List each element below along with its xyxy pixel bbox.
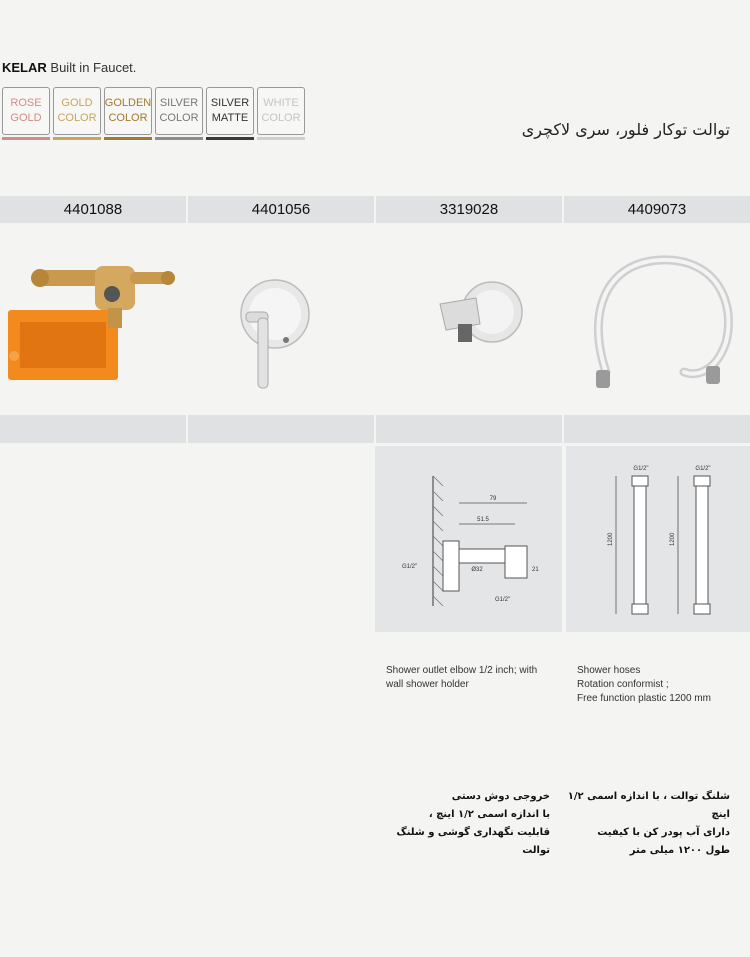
desc-line: wall shower holder [386, 679, 469, 690]
diagram-bg [375, 446, 562, 632]
len-a-label: 1200 [608, 532, 614, 546]
len-b-label: 1200 [670, 532, 676, 546]
plate-screw [283, 337, 289, 343]
product-code: 4401088 [0, 196, 186, 223]
elbow-description-fa [370, 788, 550, 860]
swatch-line1: SILVER [210, 97, 250, 109]
hose-a-nut-bottom [632, 604, 648, 614]
desc-line: با اندازه اسمی ۱/۲ اینچ ، [428, 809, 550, 820]
swatch-line1: WHITE [263, 97, 299, 109]
swatch-line1: SILVER [159, 97, 199, 109]
swatch-golden [104, 87, 152, 135]
dim-inner-label: 51.5 [477, 517, 489, 523]
swatch-line1: GOLD [61, 97, 93, 109]
brand-name: KELAR [2, 60, 47, 75]
desc-line: قابلیت نگهداری گوشی و شلنگ توالت [396, 827, 550, 856]
hose-b-nut-top [694, 476, 710, 486]
desc-line: شلنگ توالت ، با اندازه اسمی ۱/۲ اینچ [567, 791, 730, 820]
elbow-outlet [458, 324, 472, 342]
orange-box-inner [20, 322, 106, 368]
dim-width-label: 79 [489, 496, 497, 502]
spec-cell [376, 415, 562, 443]
hose-nut-left [596, 370, 610, 388]
lever-handle [258, 318, 268, 388]
swatch-silver [155, 87, 203, 135]
page-title: توالت توکار فلور، سری لاکچری [521, 120, 730, 139]
brand-line [2, 60, 136, 75]
mixer-handle-image [190, 232, 376, 407]
desc-line: Shower outlet elbow 1/2 inch; with [386, 665, 538, 676]
swatch-line2: GOLD [10, 112, 42, 124]
swatch-line2: COLOR [261, 112, 301, 124]
swatch-gold [53, 87, 101, 135]
desc-line: طول ۱۲۰۰ میلی متر [629, 845, 730, 856]
swatch-bar [206, 137, 254, 140]
thread-b-label: G1/2" [695, 466, 711, 472]
thread-a-label: G1/2" [633, 466, 649, 472]
desc-line: Free function plastic 1200 mm [577, 693, 711, 704]
box-hole [9, 351, 19, 361]
brass-outlet [108, 308, 122, 328]
product-code-row [0, 196, 750, 223]
hose-highlight [598, 260, 728, 374]
swatch-bar [2, 137, 50, 140]
valve-core [104, 286, 120, 302]
product-code: 3319028 [376, 196, 562, 223]
hose-a-nut-top [632, 476, 648, 486]
spec-cell [564, 415, 750, 443]
swatch-bar [155, 137, 203, 140]
outlet-body [505, 546, 527, 578]
concealed-valve-image [0, 232, 186, 407]
swatch-silver-matte [206, 87, 254, 135]
brass-end-right [161, 271, 175, 285]
thread-left-label: G1/2" [402, 564, 418, 570]
spec-row [0, 415, 750, 443]
brand-suffix: Built in Faucet. [50, 60, 137, 75]
brass-end-left [31, 269, 49, 287]
hose-a-body [634, 486, 646, 604]
desc-line: Rotation conformist ; [577, 679, 669, 690]
desc-line: Shower hoses [577, 665, 641, 676]
hose-technical-drawing [566, 446, 750, 632]
swatch-line2: COLOR [159, 112, 199, 124]
hose-nut-right [706, 366, 720, 384]
spec-cell [188, 415, 374, 443]
swatch-bar [53, 137, 101, 140]
swatch-white [257, 87, 305, 135]
hose-b-body [696, 486, 708, 604]
thread-bottom-label: G1/2" [495, 597, 511, 603]
color-swatches [2, 87, 305, 135]
hose-description-en [577, 664, 750, 706]
swatch-line2: MATTE [211, 112, 249, 124]
swatch-bar [104, 137, 152, 140]
elbow-description-en [386, 664, 566, 692]
dim-dia-label: Ø32 [471, 567, 483, 573]
flange [443, 541, 459, 591]
hose-b-nut-bottom [694, 604, 710, 614]
product-code: 4409073 [564, 196, 750, 223]
dim-h-label: 21 [532, 567, 539, 573]
elbow-technical-drawing [375, 446, 562, 632]
product-code: 4401056 [188, 196, 374, 223]
diagram-bg [566, 446, 750, 632]
shower-elbow-image [380, 232, 566, 407]
swatch-line1: GOLDEN [104, 97, 152, 109]
swatch-bar [257, 137, 305, 140]
spec-cell [0, 415, 186, 443]
desc-line: خروجی دوش دستی [451, 791, 550, 802]
hose-description-fa [550, 788, 730, 860]
desc-line: دارای آب پودر کن با کیفیت [597, 827, 730, 838]
swatch-rose-gold [2, 87, 50, 135]
swatch-line2: COLOR [57, 112, 97, 124]
swatch-line1: ROSE [10, 97, 42, 109]
shower-hose-image [566, 232, 750, 407]
swatch-line2: COLOR [108, 112, 148, 124]
